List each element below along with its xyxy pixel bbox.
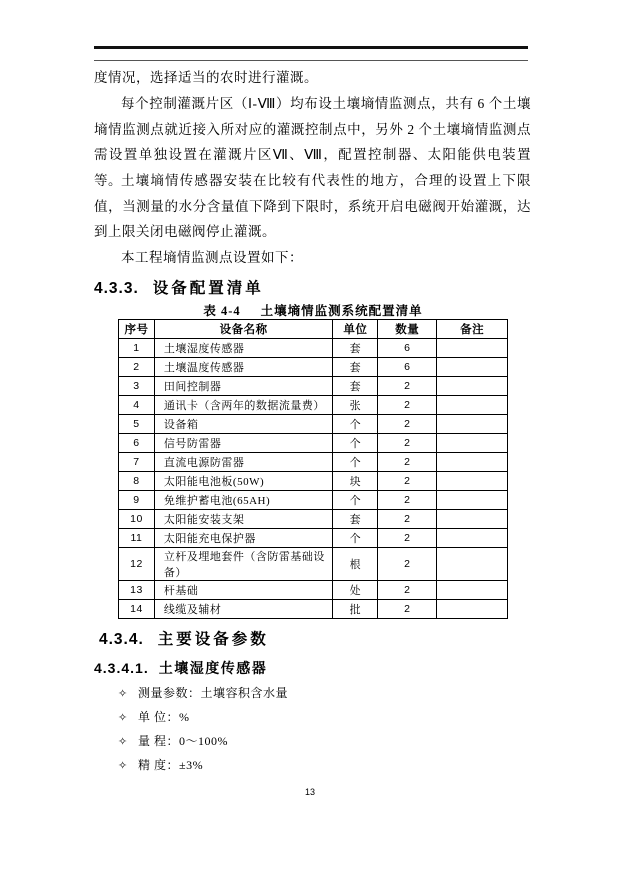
list-item — [118, 756, 518, 780]
table-caption-label: 表 4-4 — [203, 304, 241, 318]
bullet-text: 单 位：% — [138, 710, 190, 724]
equipment-table — [118, 319, 508, 619]
table-cell: 2 — [378, 472, 437, 491]
table-cell: 2 — [378, 600, 437, 619]
table-cell: 2 — [378, 453, 437, 472]
table-row — [119, 600, 508, 619]
table-row — [119, 434, 508, 453]
table-cell: 土壤湿度传感器 — [154, 339, 333, 358]
table-cell: 13 — [119, 581, 155, 600]
table-cell: 张 — [333, 396, 378, 415]
section-number: 4.3.4.1. — [94, 660, 149, 676]
diamond-bullet-icon: ✧ — [118, 736, 128, 748]
table-cell: 太阳能安装支架 — [154, 510, 333, 529]
table-cell: 2 — [378, 529, 437, 548]
table-row — [119, 581, 508, 600]
table-cell: 直流电源防雷器 — [154, 453, 333, 472]
diamond-bullet-icon: ✧ — [118, 760, 128, 772]
table-row — [119, 491, 508, 510]
table-cell: 2 — [378, 377, 437, 396]
table-cell: 个 — [333, 434, 378, 453]
table-cell: 批 — [333, 600, 378, 619]
table-cell: 2 — [119, 358, 155, 377]
list-item — [118, 684, 518, 708]
table-cell — [437, 529, 508, 548]
table-cell: 5 — [119, 415, 155, 434]
equipment-table-body — [119, 339, 508, 619]
table-cell: 2 — [378, 491, 437, 510]
column-header: 设备名称 — [154, 320, 333, 339]
table-cell: 套 — [333, 339, 378, 358]
table-row — [119, 358, 508, 377]
table-caption — [118, 301, 508, 319]
section-heading-4341 — [94, 658, 267, 678]
table-cell — [437, 339, 508, 358]
table-cell: 个 — [333, 415, 378, 434]
table-cell: 根 — [333, 548, 378, 581]
table-cell: 4 — [119, 396, 155, 415]
table-cell: 个 — [333, 491, 378, 510]
table-cell — [437, 472, 508, 491]
table-cell — [437, 434, 508, 453]
table-cell: 8 — [119, 472, 155, 491]
table-cell: 个 — [333, 529, 378, 548]
table-cell: 免维护蓄电池(65AH) — [154, 491, 333, 510]
header-rule-thick — [94, 46, 528, 49]
table-cell: 设备箱 — [154, 415, 333, 434]
table-cell: 10 — [119, 510, 155, 529]
bullet-text: 精 度：±3% — [138, 758, 204, 772]
bullet-text: 测量参数：土壤容积含水量 — [138, 686, 289, 700]
table-cell: 杆基础 — [154, 581, 333, 600]
table-row — [119, 377, 508, 396]
body-paragraph: 土壤墒情传感器安装在比较有代表性的地方，合理的设置上下限值，当测量的水分含量值下降到下限时，系统开启电磁阀开始灌溉，达到上限关闭电磁阀停止灌溉。 — [94, 173, 531, 240]
table-cell: 2 — [378, 415, 437, 434]
column-header: 数量 — [378, 320, 437, 339]
body-paragraph: 度情况，选择适当的农时进行灌溉。 — [94, 70, 318, 85]
table-cell: 11 — [119, 529, 155, 548]
section-number: 4.3.4. — [99, 631, 144, 648]
column-header: 备注 — [437, 320, 508, 339]
list-item — [118, 708, 518, 732]
list-item — [118, 732, 518, 756]
section-heading-433 — [94, 276, 264, 298]
table-row — [119, 529, 508, 548]
table-cell: 6 — [378, 358, 437, 377]
table-cell — [437, 358, 508, 377]
diamond-bullet-icon: ✧ — [118, 688, 128, 700]
spec-bullet-list — [118, 684, 518, 780]
table-caption-title: 土壤墒情监测系统配置清单 — [260, 304, 423, 318]
table-cell: 套 — [333, 510, 378, 529]
table-cell: 田间控制器 — [154, 377, 333, 396]
table-cell: 立杆及埋地套件（含防雷基础设备） — [154, 548, 333, 581]
table-cell: 2 — [378, 510, 437, 529]
table-row — [119, 396, 508, 415]
body-paragraph: 本工程墒情监测点设置如下： — [121, 250, 303, 265]
table-cell: 6 — [119, 434, 155, 453]
table-cell — [437, 453, 508, 472]
table-row — [119, 472, 508, 491]
section-title: 主要设备参数 — [157, 631, 269, 648]
table-row — [119, 453, 508, 472]
equipment-table-header-row — [119, 320, 508, 339]
table-cell: 套 — [333, 377, 378, 396]
section-title: 土壤湿度传感器 — [158, 662, 268, 677]
table-cell: 个 — [333, 453, 378, 472]
table-cell: 12 — [119, 548, 155, 581]
table-cell — [437, 377, 508, 396]
table-cell: 2 — [378, 434, 437, 453]
table-cell: 2 — [378, 581, 437, 600]
table-cell: 7 — [119, 453, 155, 472]
table-row — [119, 510, 508, 529]
diamond-bullet-icon: ✧ — [118, 712, 128, 724]
page-number: 13 — [304, 787, 315, 797]
table-cell — [437, 396, 508, 415]
table-cell — [437, 415, 508, 434]
column-header: 单位 — [333, 320, 378, 339]
table-cell: 14 — [119, 600, 155, 619]
table-cell: 6 — [378, 339, 437, 358]
table-cell: 2 — [378, 396, 437, 415]
table-row — [119, 548, 508, 581]
header-rule-thin — [94, 60, 528, 61]
table-cell: 处 — [333, 581, 378, 600]
table-cell: 线缆及辅材 — [154, 600, 333, 619]
table-cell: 土壤温度传感器 — [154, 358, 333, 377]
table-cell: 信号防雷器 — [154, 434, 333, 453]
table-cell: 通讯卡（含两年的数据流量费） — [154, 396, 333, 415]
table-cell: 太阳能充电保护器 — [154, 529, 333, 548]
body-paragraph: 每个控制灌溉片区（Ⅰ-Ⅷ）均布设土壤墒情监测点，共有 6 个土壤墒情监测点就近接入所对应的灌溉控制点中，另外 2 个土壤墒情监测点需设置单独设置在灌溉片区Ⅶ、Ⅷ，配置控制器、太阳能供电装置等。 — [94, 96, 531, 189]
table-cell: 块 — [333, 472, 378, 491]
section-number: 4.3.3. — [94, 280, 139, 297]
table-cell: 9 — [119, 491, 155, 510]
table-row — [119, 415, 508, 434]
table-cell: 套 — [333, 358, 378, 377]
table-cell: 太阳能电池板(50W) — [154, 472, 333, 491]
table-cell — [437, 581, 508, 600]
bullet-text: 量 程：0～100% — [138, 734, 228, 748]
table-cell — [437, 510, 508, 529]
table-cell: 1 — [119, 339, 155, 358]
table-cell: 2 — [378, 548, 437, 581]
table-cell — [437, 600, 508, 619]
section-heading-434 — [99, 627, 269, 649]
section-title: 设备配置清单 — [152, 280, 264, 297]
table-cell: 3 — [119, 377, 155, 396]
table-cell — [437, 548, 508, 581]
table-row — [119, 339, 508, 358]
table-cell — [437, 491, 508, 510]
column-header: 序号 — [119, 320, 155, 339]
